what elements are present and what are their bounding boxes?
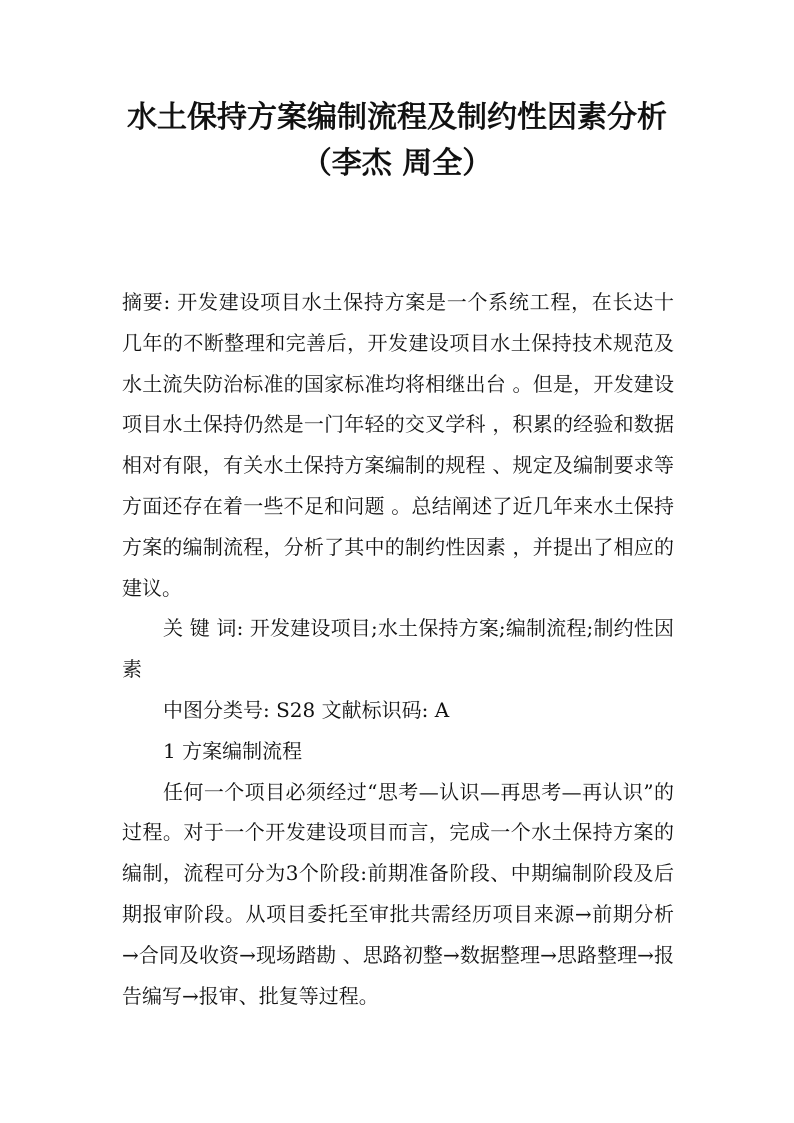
document-title: 水土保持方案编制流程及制约性因素分析 [127, 100, 667, 135]
abstract-paragraph: 摘要: 开发建设项目水土保持方案是一个系统工程，在长达十几年的不断整理和完善后，开发建设项目水土保持技术规范及水土流失防治标准的国家标准均将相继出台 。但是，开发建设项目水土保持仍然是一门年轻的交叉学科 ，积累的经验和数据相对有限，有关水土保持方案编制的规程 、规定及编制要求等方面还存在着一些不足和问题 。总结阐述了近几年来水土保持方案的编制流程，分析了其中的制约性因素 ，并提出了相应的建议。 [122, 290, 674, 600]
document-body [122, 282, 674, 1016]
classification-line: 中图分类号: S28 文献标识码: A [163, 697, 450, 722]
keywords-paragraph: 关 键 词: 开发建设项目;水土保持方案;编制流程;制约性因素 [122, 616, 674, 682]
document-authors: （李杰 周全） [301, 146, 493, 181]
section-paragraph: 任何一个项目必须经过“思考—认识—再思考—再认识”的过程。对于一个开发建设项目而言，完成一个水土保持方案的编制，流程可分为3个阶段:前期准备阶段、中期编制阶段及后期报审阶段。从项目委托至审批共需经历项目来源→前期分析→合同及收资→现场踏勘 、思路初整→数据整理→思路整理→报告编写→报审、批复等过程。 [122, 779, 674, 1008]
section-heading: 1 方案编制流程 [163, 738, 303, 763]
